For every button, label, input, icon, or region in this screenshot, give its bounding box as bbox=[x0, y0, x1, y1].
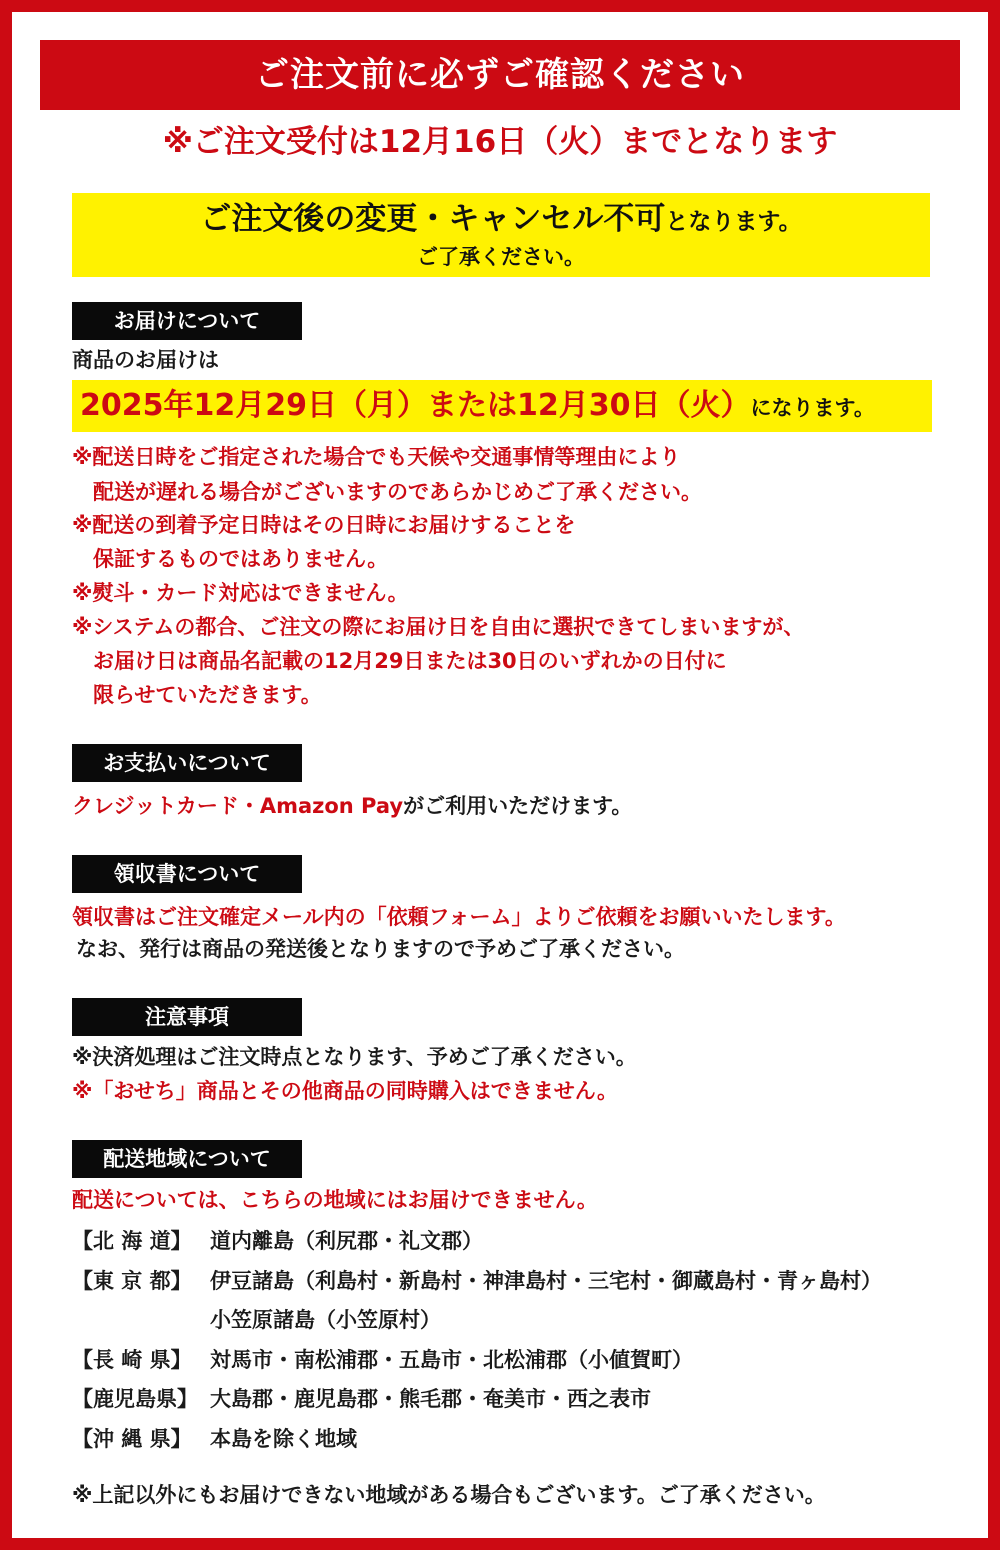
notice-tail: となります。 bbox=[665, 209, 802, 235]
region-label: 【鹿児島県】 bbox=[72, 1387, 198, 1411]
section-tag-delivery: お届けについて bbox=[72, 302, 302, 340]
regions-footnote: ※上記以外にもお届けできない地域がある場合もございます。ご了承ください。 bbox=[72, 1483, 826, 1507]
delivery-intro: 商品のお届けは bbox=[72, 348, 219, 372]
region-value: 伊豆諸島（利島村・新島村・神津島村・三宅村・御蔵島村・青ヶ島村） bbox=[210, 1269, 882, 1293]
delivery-note: ※配送の到着予定日時はその日時にお届けすることを bbox=[72, 513, 576, 537]
region-label: 【長 崎 県】 bbox=[72, 1348, 192, 1372]
receipt-line1: 領収書はご注文確定メール内の「依頼フォーム」よりご依頼をお願いいたします。 bbox=[72, 905, 846, 929]
section-tag-payment: お支払いについて bbox=[72, 744, 302, 782]
payment-tail: がご利用いただけます。 bbox=[403, 794, 633, 818]
delivery-note: 限らせていただきます。 bbox=[72, 683, 322, 707]
section-tag-receipt: 領収書について bbox=[72, 855, 302, 893]
payment-methods-line bbox=[72, 790, 632, 823]
delivery-note: 配送が遅れる場合がございますのであらかじめご了承ください。 bbox=[72, 480, 702, 504]
delivery-note: ※システムの都合、ご注文の際にお届け日を自由に選択できてしまいますが、 bbox=[72, 615, 805, 639]
order-deadline: ※ご注文受付は12月16日（火）までとなります bbox=[162, 124, 838, 160]
caution-line1: ※決済処理はご注文時点となります、予めご了承ください。 bbox=[72, 1045, 637, 1069]
regions-intro: 配送については、こちらの地域にはお届けできません。 bbox=[72, 1188, 598, 1212]
region-value: 道内離島（利尻郡・礼文郡） bbox=[210, 1229, 483, 1253]
section-tag-caution: 注意事項 bbox=[72, 998, 302, 1036]
delivery-note: 保証するものではありません。 bbox=[72, 547, 389, 571]
page-banner: ご注文前に必ずご確認ください bbox=[40, 40, 960, 110]
no-cancel-notice bbox=[72, 193, 930, 277]
region-label: 【東 京 都】 bbox=[72, 1269, 192, 1293]
delivery-note: ※熨斗・カード対応はできません。 bbox=[72, 581, 409, 605]
region-value: 小笠原諸島（小笠原村） bbox=[210, 1308, 441, 1332]
notice-main: ご注文後の変更・キャンセル不可 bbox=[200, 201, 666, 237]
region-value: 大島郡・鹿児島郡・熊毛郡・奄美市・西之表市 bbox=[210, 1387, 651, 1411]
delivery-dates-value: 2025年12月29日（月）または12月30日（火） bbox=[80, 388, 751, 423]
delivery-dates-tail: になります。 bbox=[750, 396, 875, 420]
region-label: 【沖 縄 県】 bbox=[72, 1427, 192, 1451]
section-tag-regions: 配送地域について bbox=[72, 1140, 302, 1178]
delivery-dates bbox=[72, 380, 932, 432]
region-value: 本島を除く地域 bbox=[210, 1427, 357, 1451]
region-value: 対馬市・南松浦郡・五島市・北松浦郡（小値賀町） bbox=[210, 1348, 693, 1372]
delivery-note: お届け日は商品名記載の12月29日または30日のいずれかの日付に bbox=[72, 649, 727, 673]
caution-line2: ※「おせち」商品とその他商品の同時購入はできません。 bbox=[72, 1079, 619, 1103]
region-label: 【北 海 道】 bbox=[72, 1229, 192, 1253]
payment-methods: クレジットカード・Amazon Pay bbox=[72, 794, 404, 818]
notice-line2: ご了承ください。 bbox=[417, 245, 585, 269]
delivery-note: ※配送日時をご指定された場合でも天候や交通事情等理由により bbox=[72, 445, 681, 469]
receipt-line2: なお、発行は商品の発送後となりますので予めご了承ください。 bbox=[76, 937, 685, 961]
